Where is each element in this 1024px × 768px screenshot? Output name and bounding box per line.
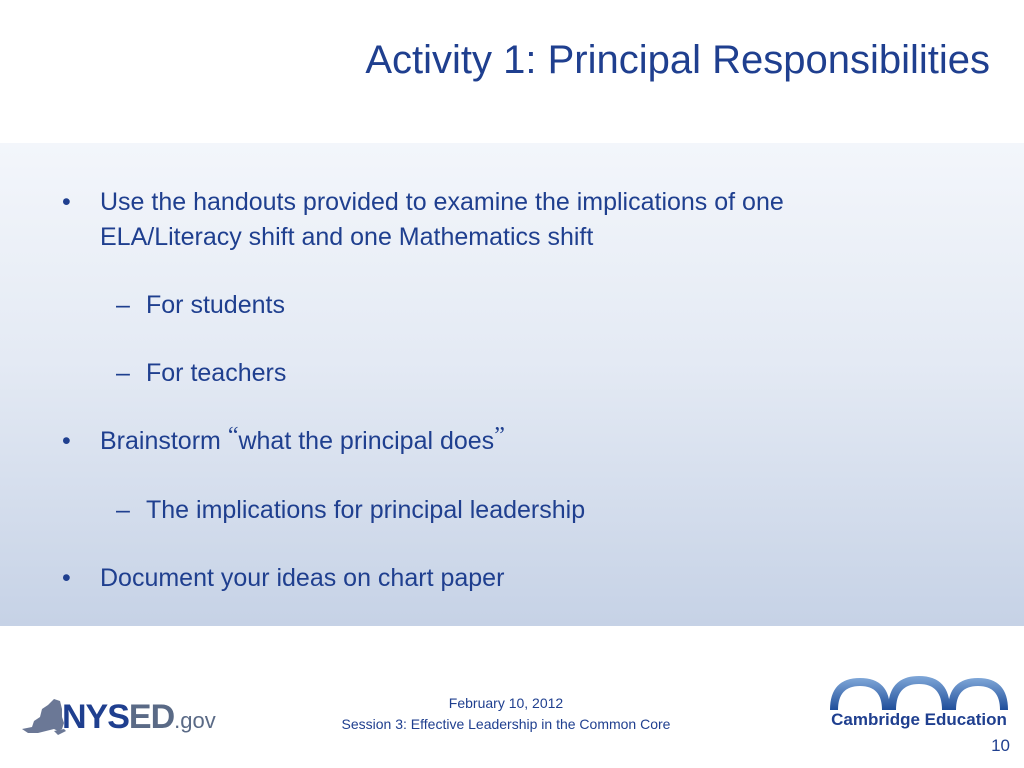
- sub-bullet-text: For teachers: [146, 359, 287, 387]
- bullet-marker: •: [62, 427, 71, 455]
- bullet-text-quoted: what the principal does: [238, 427, 495, 455]
- sub-bullet-marker: –: [116, 496, 130, 524]
- bullet-marker: •: [62, 188, 71, 216]
- sub-bullet-marker: –: [116, 359, 130, 387]
- nysed-gov: .gov: [174, 708, 216, 733]
- nysed-wordmark: [62, 695, 216, 743]
- bullet-item: [62, 423, 505, 460]
- cambridge-education-logo: [826, 670, 1012, 734]
- sub-bullet-text: The implications for principal leadership: [146, 496, 586, 524]
- bullet-text: Document your ideas on chart paper: [100, 564, 505, 592]
- close-quote: ”: [494, 423, 505, 449]
- nysed-ed: ED: [128, 698, 175, 736]
- sub-bullet-item: [116, 493, 586, 528]
- cambridge-wordmark: Cambridge Education: [831, 710, 1007, 729]
- bullet-text: Use the handouts provided to examine the implications of one ELA/Literacy shift and one Mathematics shift: [100, 188, 784, 251]
- bullet-text-prefix: Brainstorm: [100, 427, 228, 455]
- bullet-item: [62, 561, 505, 596]
- nysed-nys: NYS: [62, 698, 129, 736]
- page-number: 10: [991, 736, 1010, 755]
- footer-session: Session 3: Effective Leadership in the Common Core: [341, 716, 671, 732]
- open-quote: “: [227, 423, 239, 449]
- sub-bullet-item: [116, 288, 285, 323]
- nysed-logo: [18, 695, 218, 739]
- sub-bullet-item: [116, 356, 287, 391]
- footer-date: February 10, 2012: [448, 695, 564, 711]
- new-york-state-icon: [18, 695, 68, 739]
- sub-bullet-marker: –: [116, 291, 130, 319]
- slide-title: Activity 1: Principal Responsibilities: [365, 38, 990, 82]
- bullet-marker: •: [62, 564, 71, 592]
- bullet-item: [62, 185, 920, 255]
- sub-bullet-text: For students: [146, 291, 285, 319]
- arches-icon: [826, 670, 1012, 710]
